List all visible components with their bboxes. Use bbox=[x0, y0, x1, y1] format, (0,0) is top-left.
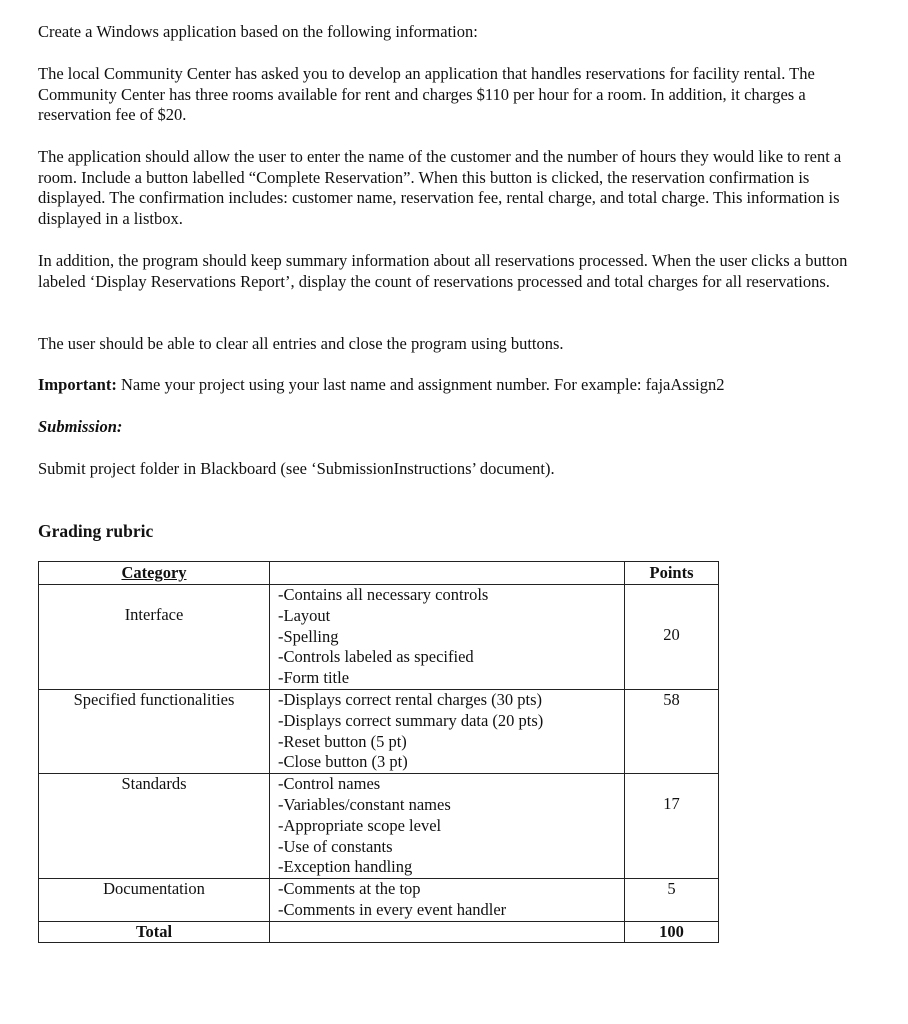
criteria-item: -Comments at the top bbox=[278, 879, 421, 899]
total-points: 100 bbox=[625, 921, 719, 942]
requirements-paragraph: The application should allow the user to enter the name of the customer and the number of hours they would like to rent a room. Include a button labelled “Complete Reservation”. When this button is clicked, the reservation confirmation is displayed. The confirmation includes: customer name, reservation fee, rental charge, and total charge. This information is displayed in a listbox. bbox=[38, 147, 842, 228]
total-label: Total bbox=[39, 921, 270, 942]
criteria-item: -Exception handling bbox=[278, 857, 413, 877]
criteria-item: -Reset button (5 pt) bbox=[278, 731, 407, 751]
rubric-heading: Grading rubric bbox=[38, 521, 154, 541]
criteria-cell bbox=[270, 689, 625, 773]
category-cell: Documentation bbox=[39, 879, 270, 922]
points-header: Points bbox=[625, 562, 719, 585]
submission-paragraph: Submit project folder in Blackboard (see ‘SubmissionInstructions’ document). bbox=[38, 459, 555, 478]
category-cell: Standards bbox=[39, 774, 270, 879]
buttons-paragraph: The user should be able to clear all entries and close the program using buttons. bbox=[38, 334, 564, 353]
criteria-item: -Appropriate scope level bbox=[278, 815, 442, 835]
points-cell: 20 bbox=[625, 585, 719, 690]
criteria-cell bbox=[270, 774, 625, 879]
criteria-item: -Control names bbox=[278, 774, 381, 794]
category-cell: Specified functionalities bbox=[39, 689, 270, 773]
criteria-item: -Comments in every event handler bbox=[278, 899, 507, 919]
category-header: Category bbox=[39, 562, 270, 585]
criteria-item: -Form title bbox=[278, 668, 350, 688]
points-cell: 5 bbox=[625, 879, 719, 922]
important-paragraph bbox=[38, 375, 868, 396]
criteria-item: -Displays correct rental charges (30 pts) bbox=[278, 689, 543, 709]
grading-rubric-table bbox=[38, 561, 719, 943]
total-blank-cell bbox=[270, 921, 625, 942]
criteria-item: -Contains all necessary controls bbox=[278, 585, 489, 604]
important-text: Name your project using your last name and assignment number. For example: fajaAssign2 bbox=[116, 375, 725, 394]
criteria-item: -Controls labeled as specified bbox=[278, 647, 474, 667]
table-row bbox=[39, 689, 719, 773]
important-label: Important: bbox=[38, 375, 117, 394]
table-header-row bbox=[39, 562, 719, 585]
criteria-item: -Close button (3 pt) bbox=[278, 752, 408, 772]
intro-paragraph: Create a Windows application based on the following information: bbox=[38, 22, 478, 41]
criteria-item: -Spelling bbox=[278, 626, 339, 646]
criteria-cell bbox=[270, 879, 625, 922]
criteria-item: -Variables/constant names bbox=[278, 794, 451, 814]
table-row bbox=[39, 774, 719, 879]
table-row bbox=[39, 585, 719, 690]
description-paragraph: The local Community Center has asked you to develop an application that handles reservations for facility rental. The Community Center has three rooms available for rent and charges $110 per hour for a room. In addition, it charges a reservation fee of $20. bbox=[38, 64, 815, 124]
total-row bbox=[39, 921, 719, 942]
points-cell: 17 bbox=[625, 774, 719, 879]
criteria-header bbox=[270, 562, 625, 585]
points-cell: 58 bbox=[625, 689, 719, 773]
criteria-cell bbox=[270, 585, 625, 690]
submission-heading: Submission: bbox=[38, 417, 123, 436]
criteria-item: -Layout bbox=[278, 605, 331, 625]
criteria-item: -Displays correct summary data (20 pts) bbox=[278, 710, 544, 730]
criteria-item: -Use of constants bbox=[278, 836, 393, 856]
table-row bbox=[39, 879, 719, 922]
summary-paragraph: In addition, the program should keep summary information about all reservations processed. When the user clicks a button labeled ‘Display Reservations Report’, display the count of reservations processed and total charges for all reservations. bbox=[38, 251, 848, 291]
category-cell: Interface bbox=[39, 585, 270, 690]
